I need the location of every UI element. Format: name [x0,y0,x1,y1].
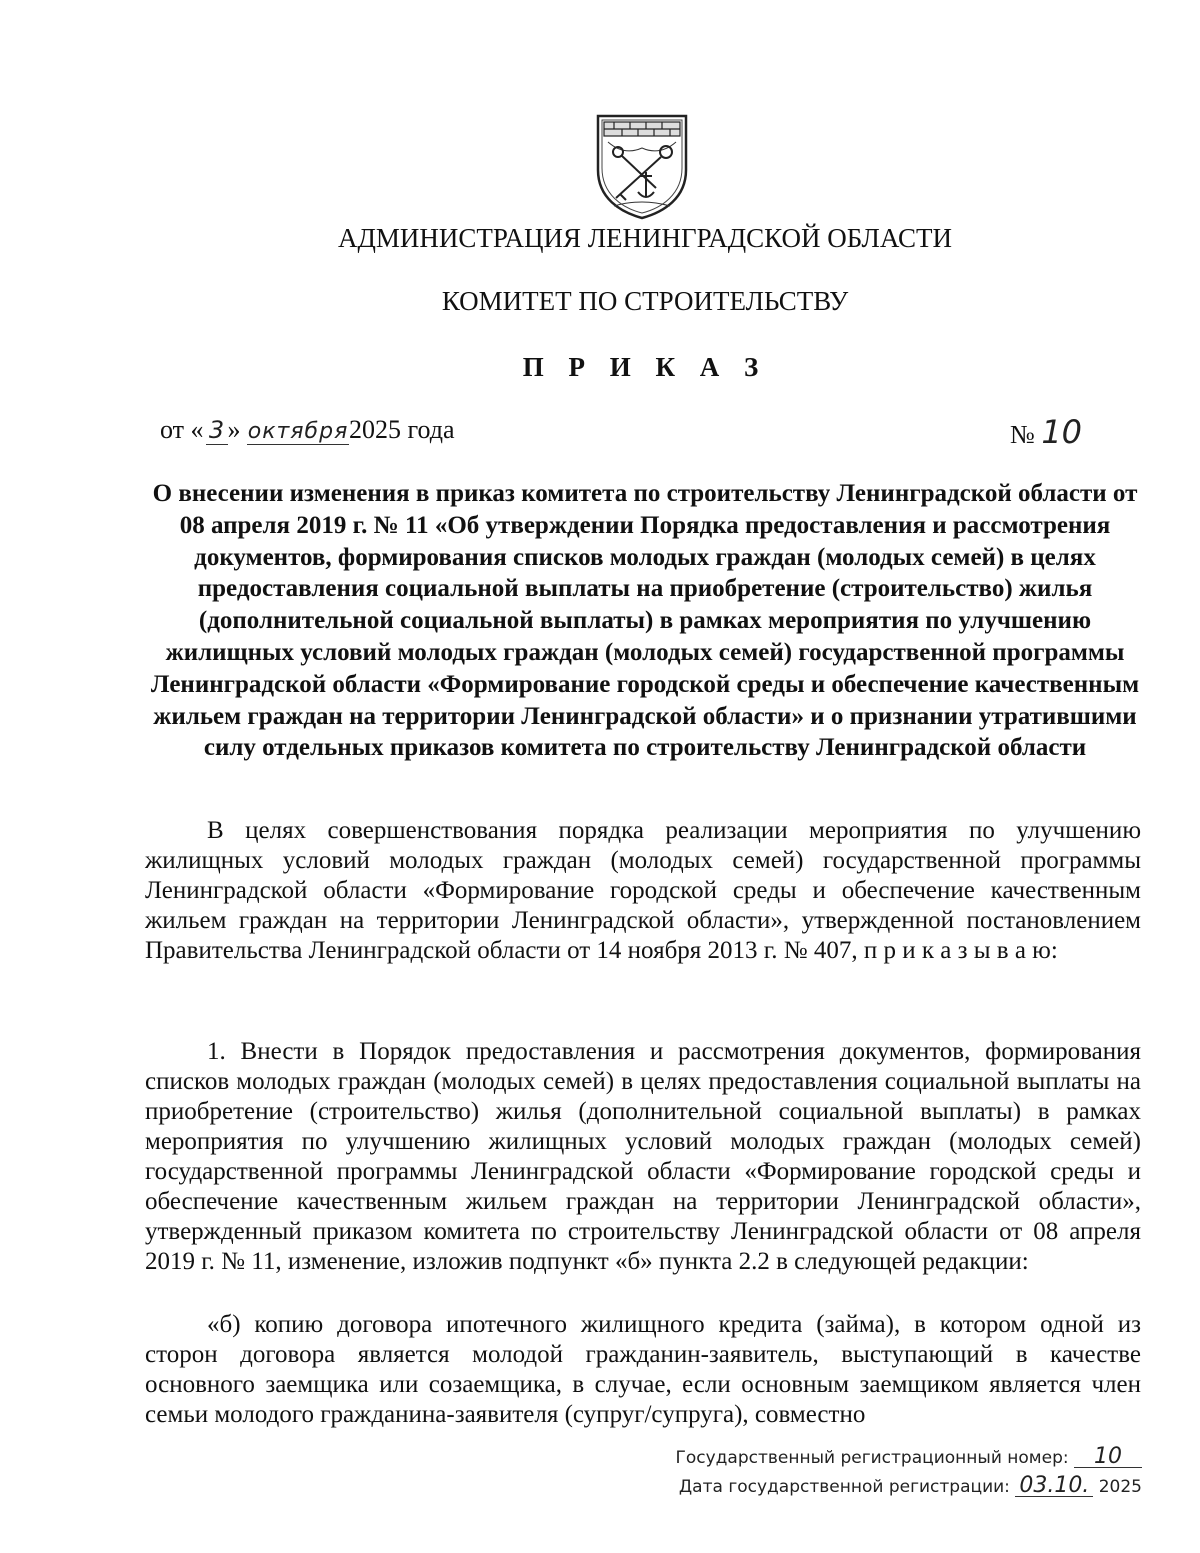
order-word: п р и к а з ы в а ю: [863,937,1058,964]
date-day: 3 [206,416,228,445]
date-prefix: от [160,415,185,444]
subitem-b-paragraph [145,1310,1141,1430]
item-1-paragraph [145,1037,1141,1277]
order-number-line [1010,413,1097,451]
order-subject: О внесении изменения в приказ комитета по строительству Ленинградской области от 08 апреля 2019 г. № 11 «Об утверждении Порядка предоставления и рассмотрения документов, формирования списков молодых граждан (молодых семей) в целях предоставления социальной выплаты на приобретение (строительство) жилья (дополнительной социальной выплаты) в рамках мероприятия по улучшению жилищных условий молодых граждан (молодых семей) государственной программы Ленинградской области «Формирование городской среды и обеспечение качественным жильем граждан на территории Ленинградской области» и о признании утратившими силу отдельных приказов комитета по строительству Ленинградской области [150,480,1140,762]
registration-date-label: Дата государственной регистрации: [678,1477,1010,1497]
committee-title: КОМИТЕТ ПО СТРОИТЕЛЬСТВУ [441,286,849,316]
open-quote: « [190,415,204,444]
date-line [160,415,455,445]
registration-number-label: Государственный регистрационный номер: [675,1448,1069,1468]
close-quote: » [227,415,241,444]
preamble-text: В целях совершенствования порядка реализации мероприятия по улучшению жилищных условий молодых граждан (молодых семей) государственной программы Ленинградской области «Формирование городской среды и обеспечение качественным жильем граждан на территории Ленинградской области», утвержденной постановлением Правительства Ленинградской области от 14 ноября 2013 г. № 407, [145,817,1141,964]
date-year: 2025 года [349,415,455,444]
number-prefix: № [1010,420,1035,449]
item-1-text: 1. Внести в Порядок предоставления и рассмотрения документов, формирования списков молодых граждан (молодых семей) в целях предоставления социальной выплаты на приобретение (строительство) жилья (дополнительной социальной выплаты) в рамках мероприятия по улучшению жилищных условий молодых граждан (молодых семей) государственной программы Ленинградской области «Формирование городской среды и обеспечение качественным жильем граждан на территории Ленинградской области», утвержденный приказом комитета по строительству Ленинградской области от 08 апреля 2019 г. № 11, изменение, изложив подпункт «б» пункта 2.2 в следующей редакции: [145,1038,1141,1275]
order-number: 10 [1041,413,1083,451]
registration-date-value: 03.10. [1015,1476,1093,1497]
subitem-b-text: «б) копию договора ипотечного жилищного кредита (займа), в котором одной из сторон договора является молодой гражданин-заявитель, выступающий в качестве основного заемщика или созаемщика, в случае, если основным заемщиком является член семьи молодого гражданина-заявителя (супруг/супруга), совместно [145,1311,1141,1428]
registration-number-stamp [675,1444,1142,1469]
coat-of-arms-icon [594,112,690,220]
date-month: октября [247,419,349,444]
administration-title: АДМИНИСТРАЦИЯ ЛЕНИНГРАДСКОЙ ОБЛАСТИ [337,223,952,253]
document-type-title: П Р И К А З [522,352,768,382]
preamble-paragraph [145,816,1141,966]
registration-date-stamp [678,1473,1142,1498]
registration-date-year: 2025 [1098,1477,1142,1497]
registration-number-value: 10 [1074,1447,1142,1468]
